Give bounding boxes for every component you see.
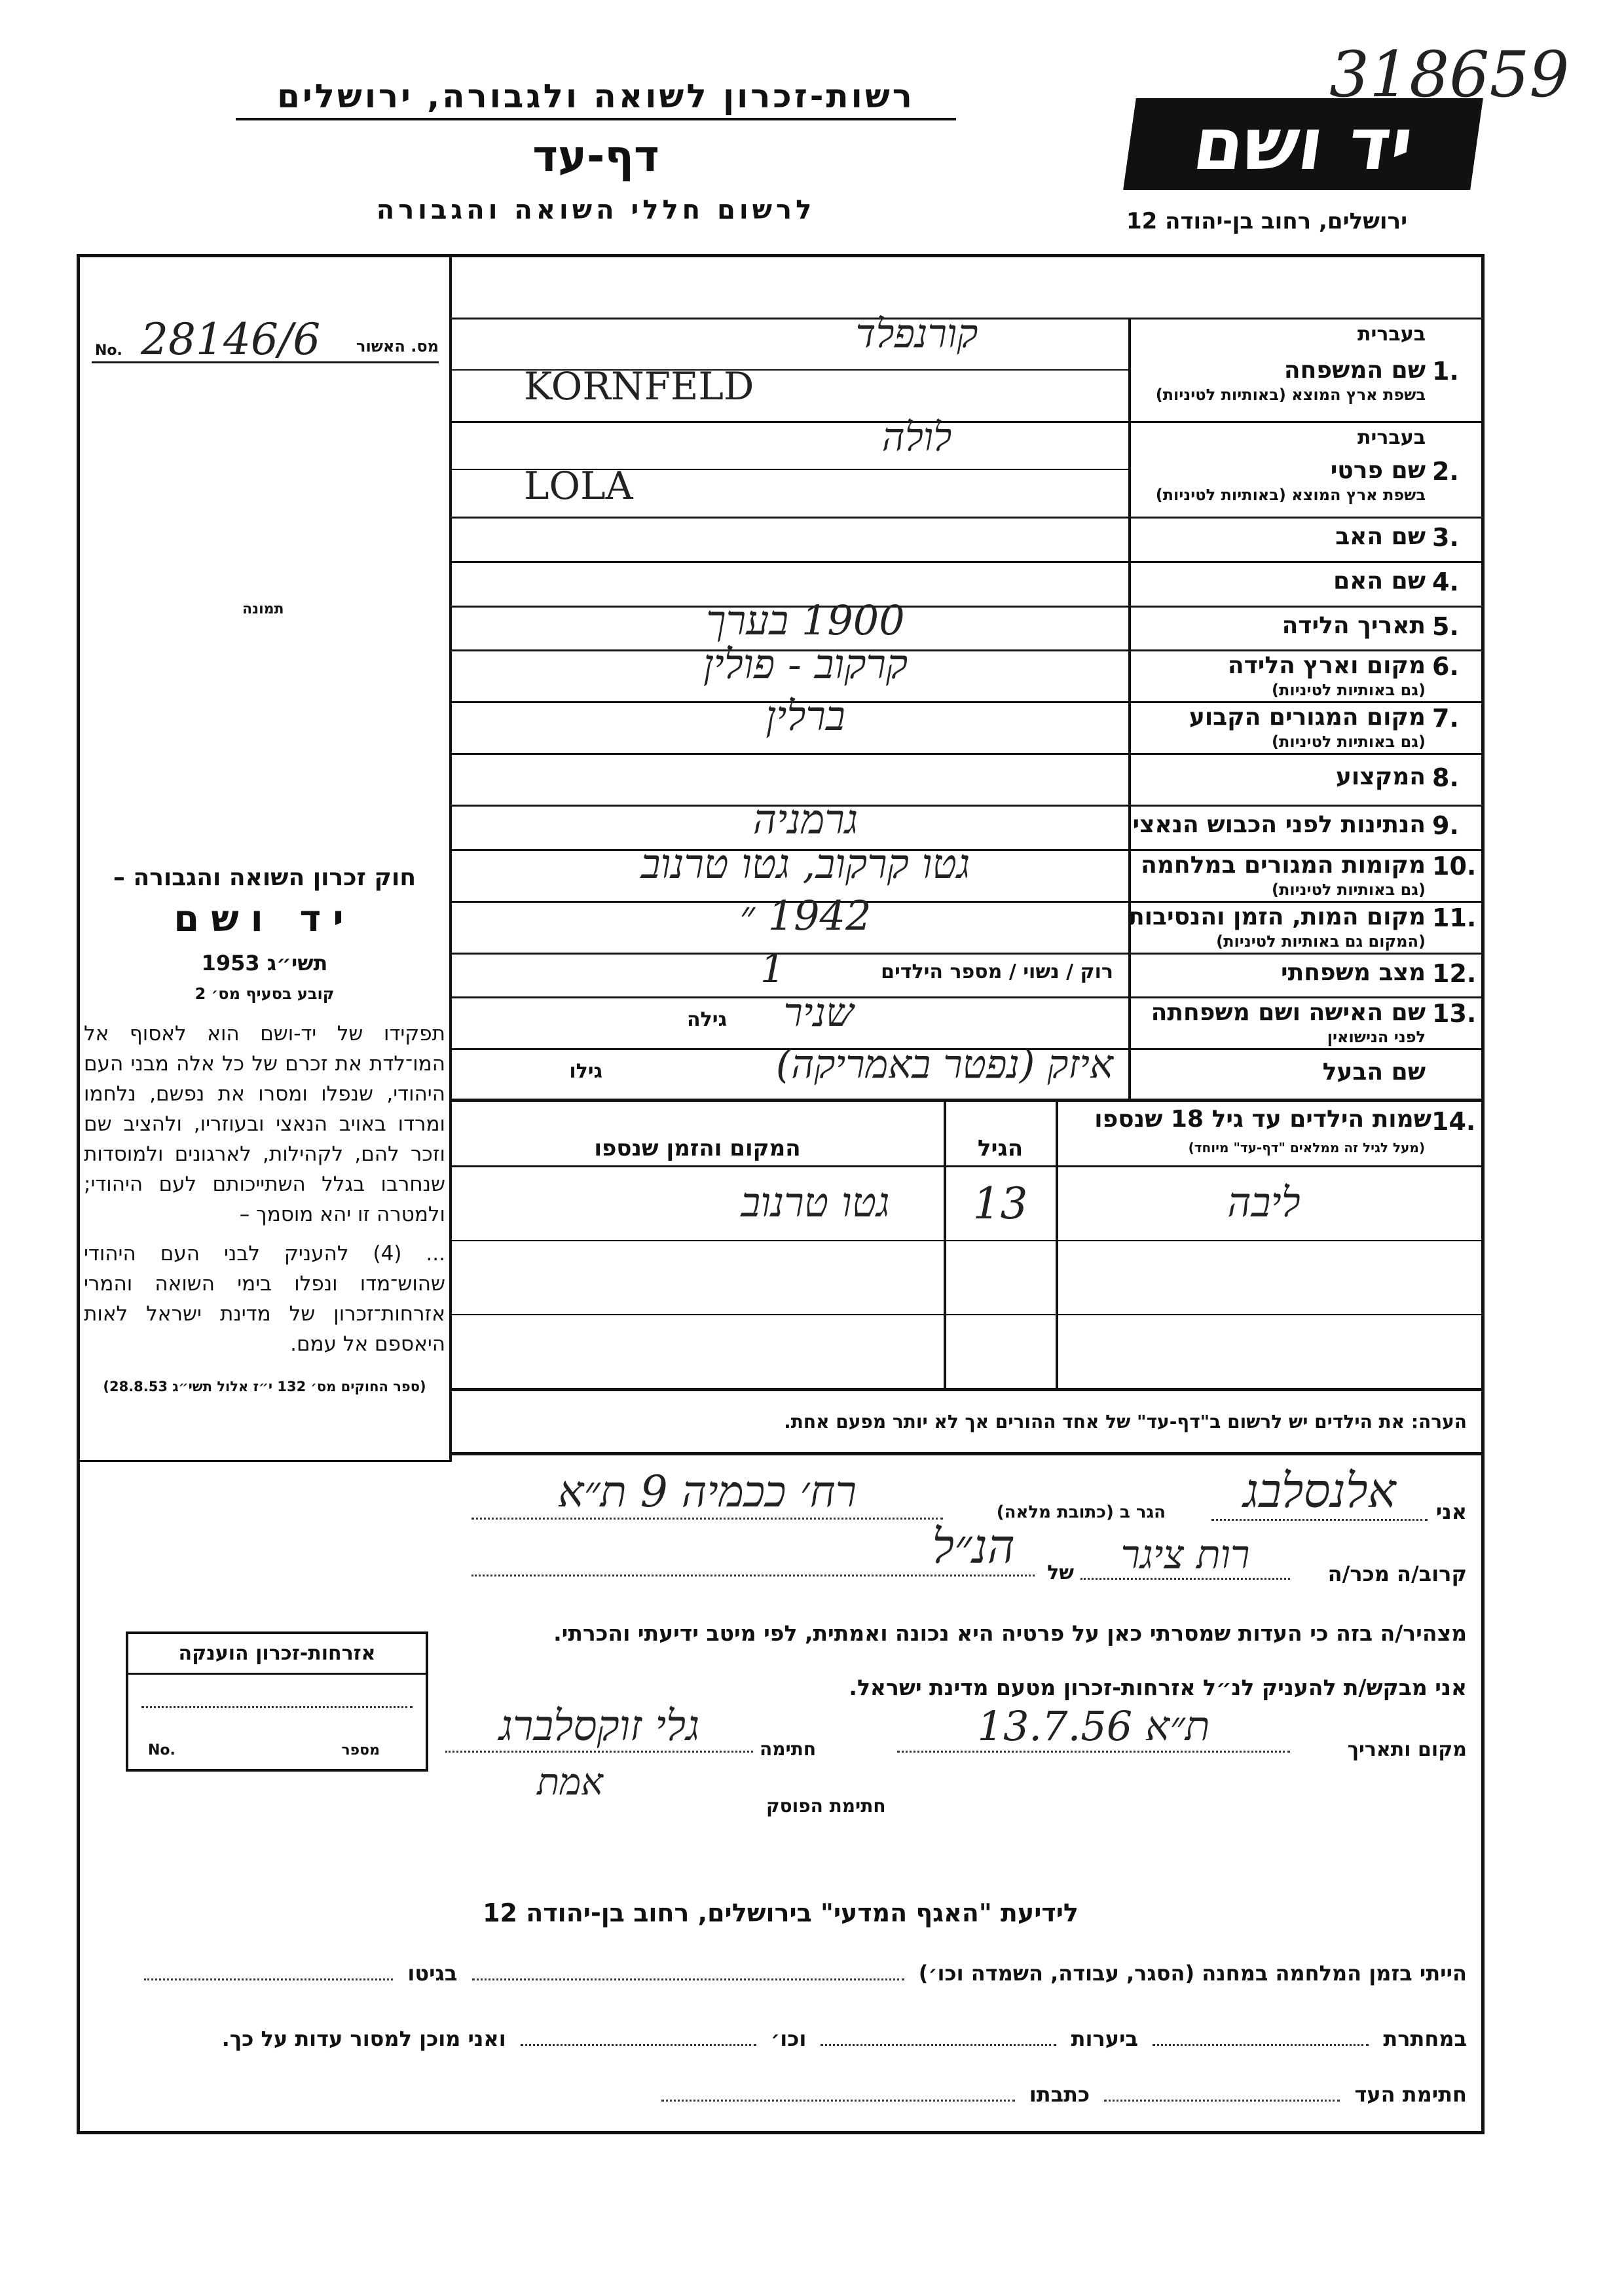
field-label-cell [1131, 805, 1471, 849]
award-title: אזרחות-זכרון הוענקה [128, 1634, 426, 1675]
note-bottom-line [451, 1452, 1484, 1455]
field-number: 10. [1432, 852, 1477, 881]
language-label-hebrew: בעברית [1357, 323, 1426, 346]
field-value[interactable]: גטו קרקוב, גטו טרנוב [640, 840, 970, 888]
field-sublabel: (גם באותיות לטיניות) [1272, 881, 1426, 899]
field-value[interactable]: שניר [783, 990, 854, 1036]
field-value[interactable]: גרמניה [752, 795, 858, 843]
declarant-address[interactable]: רח׳ ככמיה 9 ת״א [471, 1467, 943, 1520]
archive-number: 318659 [1329, 38, 1570, 111]
law-clause: קובע בסעיף מס׳ 2 [194, 985, 335, 1003]
children-sublabel: (מעל לגיל זה ממלאים "דף-עד" מיוחד) [1188, 1140, 1425, 1156]
field-label: מקום המגורים הקבוע [1189, 704, 1426, 731]
award-line [141, 1706, 413, 1708]
declaration-statement: מצהיר/ה בזה כי העדות שמסרתי כאן על פרטיה היא נכונה ואמתית, לפי מיטב ידיעתי והכרתי. [553, 1620, 1467, 1646]
field-label: שם האם [1333, 568, 1426, 594]
signature-label: חתימה [760, 1738, 817, 1760]
field-label: מצב משפחתי [1281, 959, 1426, 986]
field-number: 14. [1431, 1107, 1476, 1136]
field-sublabel: (המקום גם באותיות לטיניות) [1216, 932, 1426, 951]
child-name[interactable]: ליבה [1227, 1178, 1301, 1226]
children-row-line [451, 1240, 1484, 1241]
field-number: 8. [1432, 763, 1459, 792]
forests-label: ביערות [1071, 2026, 1139, 2051]
children-top-line [451, 1099, 1484, 1102]
award-no-label: No. [148, 1742, 175, 1758]
signature[interactable]: גלי זוקסלברג [445, 1702, 753, 1753]
field-label: מקום המות, הזמן והנסיבות [1128, 903, 1426, 930]
law-title: חוק זכרון השואה והגבורה – [113, 864, 416, 891]
left-column-bottom-line [80, 1460, 451, 1462]
field-number: 6. [1432, 652, 1459, 681]
field-label-cell [1131, 606, 1471, 649]
field-label-cell [1131, 1048, 1471, 1100]
authority-title: רשות-זכרון לשואה ולגבורה, ירושלים [236, 77, 956, 120]
ghetto-label: בגיטו [407, 1961, 458, 1986]
field-label-cell [1131, 953, 1477, 996]
declarant-label: אני [1435, 1499, 1467, 1524]
field-sublabel: לפני הנישואין [1327, 1028, 1426, 1046]
field-label: שם האב [1335, 523, 1426, 550]
field-number: 13. [1432, 999, 1477, 1028]
approval-number: 28146/6 [141, 314, 321, 365]
field-label: המקצוע [1335, 763, 1426, 790]
approval-number-field [92, 314, 439, 365]
field-value[interactable]: 1942 ״ [739, 892, 872, 939]
field-number: 7. [1432, 704, 1459, 733]
field-label: הנתינות לפני הכבוש הנאצי [1132, 811, 1426, 838]
field-number: 11. [1432, 903, 1477, 932]
camp-row [92, 1961, 1467, 1986]
award-number-label: מספר [341, 1742, 380, 1758]
approval-no-label: No. [95, 342, 122, 359]
forests-input[interactable] [821, 2044, 1056, 2046]
etc-label: וכו׳ [771, 2026, 807, 2051]
underground-row [92, 2026, 1467, 2051]
signature-verification: אמת [537, 1761, 603, 1804]
place-date-label: מקום ותאריך [1347, 1738, 1467, 1761]
place-date-value[interactable]: ת״א 13.7.56 [897, 1702, 1290, 1753]
camp-label: הייתי בזמן המלחמה במחנה (הסגר, עבודה, השמדה וכו׳) [918, 1961, 1467, 1986]
field-value-hebrew[interactable]: קורנפלד [855, 311, 978, 357]
field-label-cell [1131, 701, 1471, 753]
etc-input[interactable] [521, 2044, 756, 2046]
relation-label: קרוב/ה מכר/ה [1327, 1561, 1467, 1586]
child-age[interactable]: 13 [972, 1178, 1028, 1229]
left-column-divider [449, 254, 452, 1462]
witness-signature-label: חתימת העד [1354, 2082, 1467, 2107]
field-value[interactable]: ברלין [766, 692, 845, 740]
children-header [1057, 1103, 1484, 1165]
memorial-citizenship-box [126, 1631, 428, 1772]
underground-input[interactable] [1153, 2044, 1369, 2046]
field-label-cell [1131, 421, 1471, 517]
field-label: מקום וארץ הלידה [1227, 652, 1426, 679]
field-label: שם המשפחה [1283, 357, 1426, 384]
field-label-cell [1128, 901, 1477, 953]
page-subtitle: לרשום חללי השואה והגבורה [376, 195, 816, 225]
field-label: שם פרטי [1330, 457, 1426, 484]
judge-signature-label: חתימת הפוסק [766, 1795, 886, 1817]
field-label-cell [1131, 649, 1471, 701]
language-label-hebrew: בעברית [1357, 426, 1426, 449]
field-value[interactable]: 1900 בערך [706, 596, 905, 644]
declarant-name[interactable]: אלנסלבג [1211, 1463, 1428, 1521]
field-sublabel: (גם באותיות לטיניות) [1272, 733, 1426, 751]
witness-row [92, 2082, 1467, 2107]
age-header: הגיל [977, 1135, 1024, 1161]
place-header: המקום והזמן שנספו [594, 1135, 801, 1161]
law-name: יד ושם [174, 898, 356, 940]
field-label-cell [1131, 561, 1471, 606]
field-label: שם האישה ושם משפחתה [1151, 999, 1426, 1026]
ghetto-input[interactable] [144, 1978, 393, 1980]
name-column-divider [1056, 1102, 1058, 1390]
citizenship-request: אני מבקש/ת להעניק לנ״ל אזרחות-זכרון מטעם מדינת ישראל. [849, 1675, 1467, 1700]
children-label: שמות הילדים עד גיל 18 שנספו [1094, 1106, 1431, 1133]
law-excerpt [84, 864, 445, 1394]
field-value[interactable]: קרקוב - פולין [703, 640, 908, 688]
field-number: 12. [1432, 959, 1477, 988]
scientific-dept-title: לידיעת "האגף המדעי" בירושלים, רחוב בן-יהודה 12 [483, 1899, 1079, 1927]
field-label: שם הבעל [1322, 1059, 1426, 1085]
approval-label: מס. האשור [356, 337, 439, 355]
field-label-cell [1131, 996, 1477, 1048]
of-label: של [1047, 1561, 1074, 1584]
field-number: 1. [1432, 357, 1459, 386]
field-value[interactable]: 1 [760, 946, 786, 992]
page-title: דף-עד [532, 131, 659, 181]
law-source: (ספר החוקים מס׳ 132 י״ז אלול תשי״ג 28.8.53) [103, 1379, 426, 1394]
children-bottom-line [451, 1388, 1484, 1391]
relation-value[interactable]: רות ציגר [1080, 1532, 1290, 1580]
field-number: 2. [1432, 457, 1459, 486]
law-text-2: ... (4) להעניק לבני העם היהודי שהוש־מדו ונפלו בימי השואה והמרי אזרחות־זכרון של מדינת ישראל לאות היאספם אל עמם. [84, 1242, 445, 1356]
field-label-cell [1131, 318, 1471, 421]
field-value-latin[interactable]: LOLA [524, 464, 633, 508]
witness-signature-input[interactable] [1104, 2100, 1340, 2102]
children-row-line [451, 1314, 1484, 1315]
field-sublabel: בשפת ארץ המוצא (באותיות לטיניות) [1155, 486, 1426, 504]
field-inline-label: גילה [687, 1008, 727, 1031]
field-value[interactable]: איזק (נפטר באמריקה) [775, 1042, 1113, 1087]
field-value-hebrew[interactable]: לולה [881, 414, 952, 460]
children-header-line [451, 1165, 1484, 1167]
children-note: הערה: את הילדים יש לרשום ב"דף-עד" של אחד ההורים אך לא יותר מפעם אחת. [784, 1411, 1467, 1432]
field-label: תאריך הלידה [1282, 612, 1426, 639]
field-sublabel: (גם באותיות לטיניות) [1272, 681, 1426, 699]
ready-to-testify-label: ואני מוכן למסור עדות על כך. [221, 2026, 506, 2051]
underground-label: במחתרת [1383, 2026, 1467, 2051]
field-value-latin[interactable]: KORNFELD [524, 364, 754, 409]
law-year: תשי״ג 1953 [201, 951, 328, 975]
field-label-cell [1131, 517, 1471, 561]
witness-address-label: כתבתו [1029, 2082, 1090, 2107]
field-number: 5. [1432, 612, 1459, 641]
field-label-cell [1131, 849, 1477, 901]
witness-address-input[interactable] [661, 2100, 1015, 2102]
lives-at-label: הגר ב (כתובת מלאה) [996, 1503, 1166, 1522]
of-value[interactable]: הנ״ל [471, 1519, 1035, 1576]
camp-input[interactable] [472, 1978, 904, 1980]
yad-vashem-logo: יד ושם [1123, 98, 1483, 190]
law-text-1: תפקידו של יד-ושם הוא לאסוף אל המו־לדת את זכרם של כל אלה מבני העם היהודי, שנפלו ומסרו את נפשם, נלחמו ומרדו באויב הנאצי ובעוזריו, ולהציב שם וזכר להם, לקהילות, לארגונים ולמוסדות שנחרבו בגלל השתייכותם לעם היהודי; ולמטרה זו יהא מוסמך – [84, 1022, 445, 1226]
photo-label: תמונה [242, 601, 284, 617]
child-place[interactable]: גטו טרנוב [741, 1178, 890, 1226]
field-sublabel: בשפת ארץ המוצא (באותיות לטיניות) [1155, 386, 1426, 404]
field-inline-label: רוק / נשוי / מספר הילדים [881, 960, 1113, 983]
header-address: ירושלים, רחוב בן-יהודה 12 [1126, 208, 1408, 234]
field-label: מקומות המגורים במלחמה [1141, 852, 1426, 879]
field-number: 3. [1432, 523, 1459, 552]
field-number: 4. [1432, 568, 1459, 596]
field-label-cell [1131, 753, 1471, 805]
field-inline-label: גילו [569, 1060, 602, 1083]
field-number: 9. [1432, 811, 1459, 840]
